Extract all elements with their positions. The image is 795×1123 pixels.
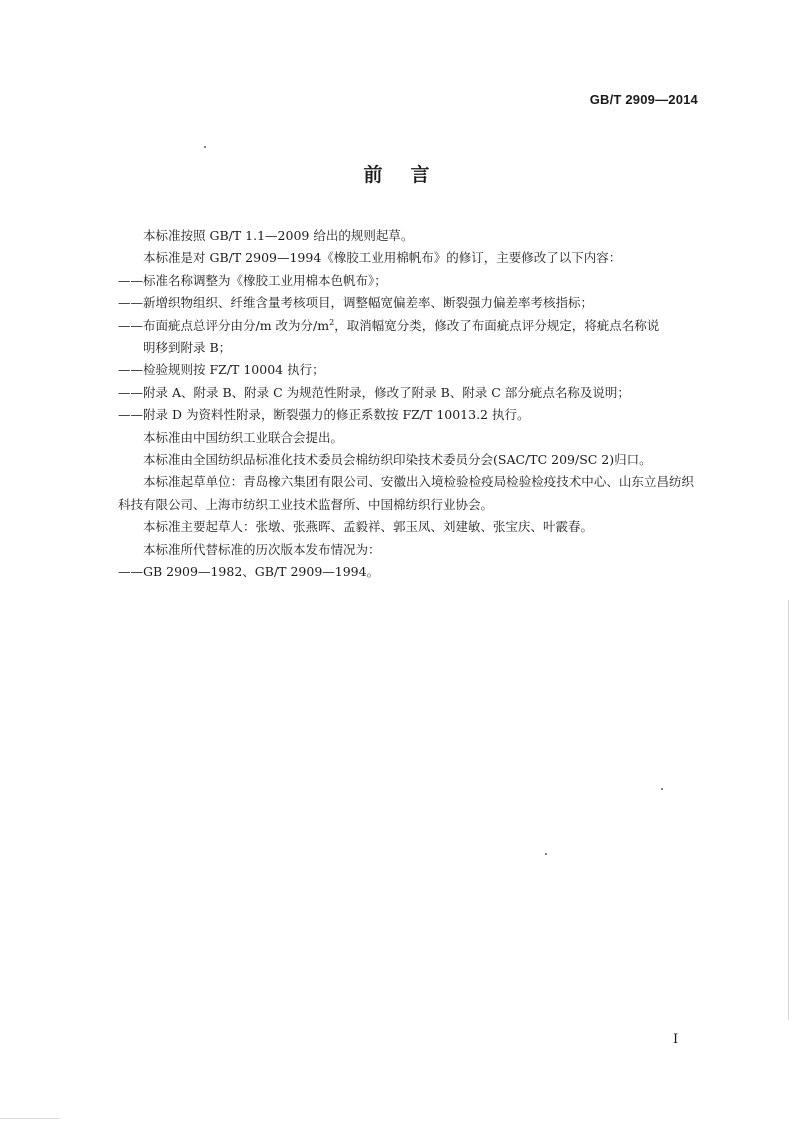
scan-speck xyxy=(545,853,547,855)
scan-speck xyxy=(661,788,663,790)
scan-speck xyxy=(204,146,206,148)
list-item-defect-scoring-cont: 明移到附录 B； xyxy=(143,340,232,356)
standard-code: GB/T 2909—2014 xyxy=(589,92,698,107)
paragraph-drafters: 本标准主要起草人：张墩、张燕晖、孟毅祥、郭玉凤、刘建敏、张宝庆、叶霰春。 xyxy=(143,519,594,535)
page-title: 前言 xyxy=(363,164,458,186)
paragraph-previous-editions: 本标准所代替标准的历次版本发布情况为： xyxy=(143,541,381,557)
list-item-previous-editions: ——GB 2909—1982、GB/T 2909—1994。 xyxy=(118,564,380,580)
paragraph-drafting-units: 本标准起草单位：青岛橡六集团有限公司、安徽出入境检验检疫局检验检疫技术中心、山东立昌纺织科技有限公司、上海市纺织工业技术监督所、中国棉纺织行业协会。 xyxy=(118,474,694,512)
superscript-2: 2 xyxy=(329,317,335,327)
paragraph-revision-intro: 本标准是对 GB/T 2909—1994《橡胶工业用棉帆布》的修订，主要修改了以下内容： xyxy=(143,250,622,266)
foreword-body xyxy=(118,225,694,584)
page-number: I xyxy=(673,1032,679,1047)
scan-edge-line xyxy=(788,600,789,1020)
paragraph-drafting-rules: 本标准按照 GB/T 1.1—2009 给出的规则起草。 xyxy=(143,228,414,243)
defect-scoring-text-a: ——布面疵点总评分由分/m 改为分/m xyxy=(118,317,330,333)
list-item-defect-scoring xyxy=(118,315,694,337)
defect-scoring-text-b: ，取消幅宽分类，修改了布面疵点评分规定，将疵点名称说 xyxy=(334,317,660,333)
list-item-inspection-rules: ——检验规则按 FZ/T 10004 执行； xyxy=(118,362,325,378)
list-item-name-change: ——标准名称调整为《橡胶工业用棉本色帆布》； xyxy=(118,272,387,288)
list-item-new-items: ——新增织物组织、纤维含量考核项目，调整幅宽偏差率、断裂强力偏差率考核指标； xyxy=(118,295,594,311)
paragraph-proposed-by: 本标准由中国纺织工业联合会提出。 xyxy=(143,429,344,445)
paragraph-under-jurisdiction: 本标准由全国纺织品标准化技术委员会棉纺织印染技术委员分会(SAC/TC 209/SC 2)归口。 xyxy=(143,452,652,468)
scan-edge-line xyxy=(0,1118,60,1119)
list-item-normative-annex: ——附录 A、附录 B、附录 C 为规范性附录，修改了附录 B、附录 C 部分疵点名称及说明； xyxy=(118,384,630,400)
list-item-informative-annex: ——附录 D 为资料性附录，断裂强力的修正系数按 FZ/T 10013.2 执行。 xyxy=(118,407,530,423)
